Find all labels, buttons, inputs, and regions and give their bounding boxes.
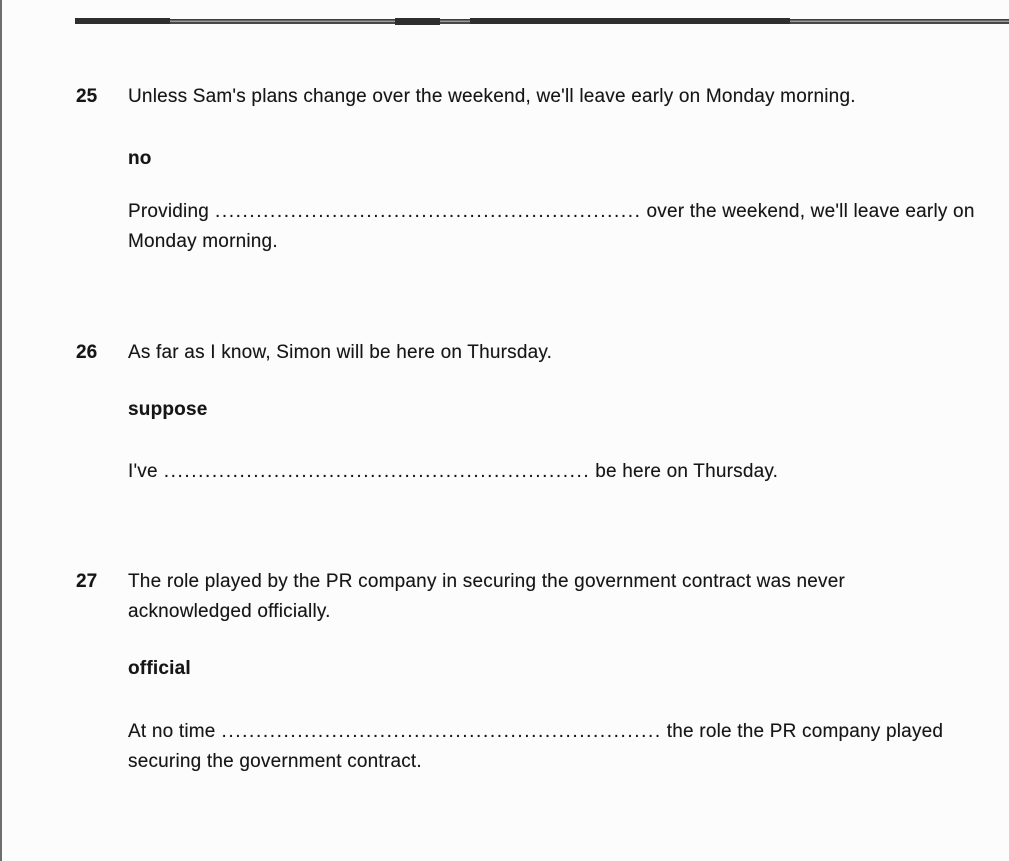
question-25-gap-line2: Monday morning. — [128, 231, 278, 252]
question-27-answer-blank: ................................................................ — [221, 721, 662, 742]
gap-before-text: I've — [128, 461, 158, 482]
gap-before-text: Providing — [128, 201, 210, 222]
question-25-keyword: no — [128, 148, 152, 169]
gap-after-text: over the weekend, we'll leave early on — [646, 201, 975, 222]
gap-after-text: the role the PR company played — [666, 721, 944, 742]
question-27-gap-line1 — [128, 717, 943, 747]
page-top-rule-segment — [470, 18, 790, 24]
question-27-prompt-line2: acknowledged officially. — [128, 601, 331, 622]
question-27-gap-line2: securing the government contract. — [128, 751, 422, 772]
question-25-number: 25 — [76, 86, 98, 107]
question-27-keyword: official — [128, 658, 191, 679]
question-26-gap-sentence — [128, 457, 778, 487]
page-top-rule-segment — [75, 18, 170, 24]
gap-after-text: be here on Thursday. — [595, 461, 779, 482]
question-25-gap-sentence — [128, 197, 975, 257]
question-27-prompt — [128, 567, 845, 627]
question-27-gap-sentence — [128, 717, 943, 777]
question-26-answer-blank: .............................................................. — [163, 461, 591, 482]
question-26-prompt: As far as I know, Simon will be here on Thursday. — [128, 342, 553, 363]
question-27-number: 27 — [76, 571, 98, 592]
question-25-answer-blank: .............................................................. — [215, 201, 642, 222]
question-27-prompt-line1: The role played by the PR company in securing the government contract was never — [128, 571, 846, 592]
gap-before-text: At no time — [128, 721, 216, 742]
question-26-number: 26 — [76, 342, 98, 363]
question-25-prompt: Unless Sam's plans change over the weekend, we'll leave early on Monday morning. — [128, 86, 856, 107]
page-top-rule-segment — [395, 18, 440, 25]
question-26-keyword: suppose — [128, 399, 208, 420]
scan-left-edge — [0, 0, 2, 861]
question-25-gap-line1 — [128, 197, 975, 227]
